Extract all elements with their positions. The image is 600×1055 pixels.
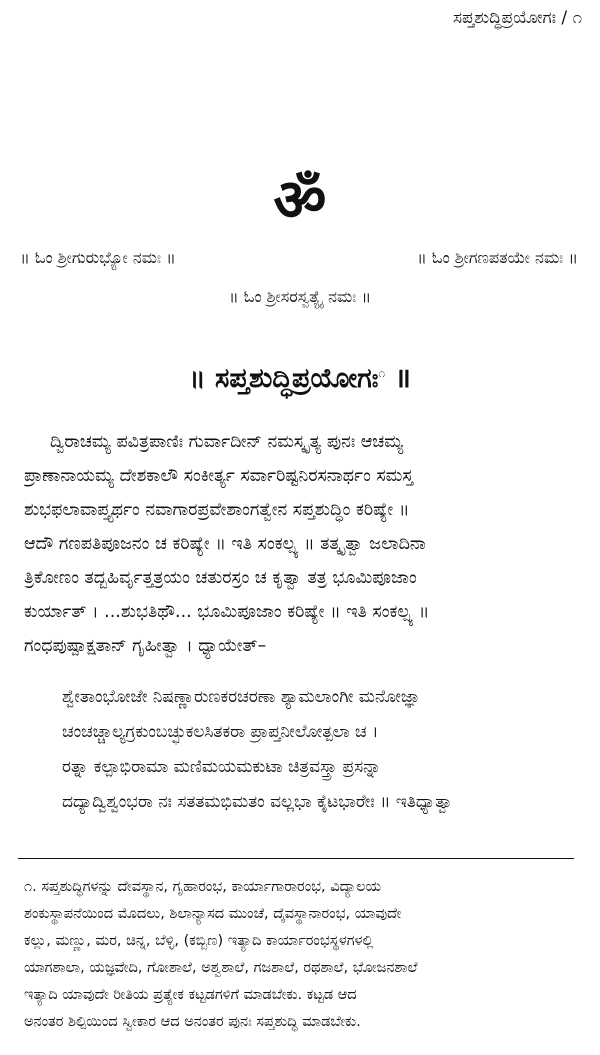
om-symbol: ॐ bbox=[273, 166, 327, 234]
invocation-guru: ॥ ಓಂ ಶ್ರೀಗುರುಭ್ಯೋ ನಮಃ ॥ bbox=[20, 248, 176, 267]
running-head: ಸಪ್ತಶುದ್ಧಿಪ್ರಯೋಗಃ / ೧ bbox=[453, 8, 582, 28]
footnote-marker: ೧ bbox=[378, 366, 386, 380]
paragraph-line: ದ್ವಿರಾಚಮ್ಯ ಪವಿತ್ರಪಾಣಿಃ ಗುರ್ವಾದೀನ್ ನಮಸ್ಕೃತ್ಯ ಪುನಃ ಆಚಮ್ಯ bbox=[50, 432, 404, 452]
footnote-divider bbox=[18, 858, 574, 859]
main-paragraph bbox=[24, 425, 584, 663]
title-end: ॥ bbox=[385, 363, 411, 394]
footnote-line: ಇತ್ಯಾದಿ ಯಾವುದೇ ರೀತಿಯ ಪ್ರತ್ಯೇಕ ಕಟ್ಟಡಗಳಿಗೆ ಮಾಡಬೇಕು. ಕಟ್ಟಡ ಆದ bbox=[24, 987, 357, 1003]
paragraph-line: ತ್ರಿಕೋಣಂ ತದ್ಬಹಿರ್ವೃತ್ತತ್ರಯಂ ಚತುರಸ್ರಂ ಚ ಕೃತ್ವಾ ತತ್ರ ಭೂಮಿಪೂಜಾಂ bbox=[24, 568, 417, 588]
verse-line: ಚಂಚಚ್ಚಾಲ್ಯಗ್ರಕುಂಬಚ್ಛುಕಲಸಿತಕರಾ ಪ್ರಾಪ್ತನೀಲೋತ್ಪಲಾ ಚ । bbox=[62, 722, 379, 742]
paragraph-line: ಆದೌ ಗಣಪತಿಪೂಜನಂ ಚ ಕರಿಷ್ಯೇ ॥ ಇತಿ ಸಂಕಲ್ಪ್ಯ ॥ ತತ್ಕೃತ್ವಾ ಜಲಾದಿನಾ bbox=[24, 534, 426, 554]
footnote-line: ಕಲ್ಲು, ಮಣ್ಣು, ಮರ, ಚಿನ್ನ, ಬೆಳ್ಳಿ, (ಕಬ್ಬಿಣ) ಇತ್ಯಾದಿ ಕಾರ್ಯಾರಂಭಸ್ಥಳಗಳಲ್ಲಿ bbox=[24, 933, 374, 949]
paragraph-line: ಪ್ರಾಣಾನಾಯಮ್ಯ ದೇಶಕಾಲೌ ಸಂಕೀರ್ತ್ಯ ಸರ್ವಾರಿಷ್ಟನಿರಸನಾರ್ಥಂ ಸಮಸ್ತ bbox=[24, 466, 414, 486]
footnote bbox=[24, 874, 584, 1036]
footnote-line: ಅನಂತರ ಶಿಲ್ಪಿಯಿಂದ ಸ್ವೀಕಾರ ಆದ ಅನಂತರ ಪುನಃ ಸಪ್ತಶುದ್ಧಿ ಮಾಡಬೇಕು. bbox=[24, 1014, 361, 1030]
title-text: ॥ ಸಪ್ತಶುದ್ಧಿಪ್ರಯೋಗಃ bbox=[189, 363, 379, 394]
footnote-line: ಯಾಗಶಾಲಾ, ಯಜ್ಞವೇದಿ, ಗೋಶಾಲೆ, ಅಶ್ವಶಾಲೆ, ಗಜಶಾಲೆ, ರಥಶಾಲೆ, ಭೋಜನಶಾಲೆ bbox=[24, 960, 418, 976]
paragraph-line: ಕುರ್ಯಾತ್ । ...ಶುಭತಿಥೌ... ಭೂಮಿಪೂಜಾಂ ಕರಿಷ್ಯೇ ॥ ಇತಿ ಸಂಕಲ್ಪ್ಯ ॥ bbox=[24, 602, 430, 622]
verse-line: ರತ್ನಾ ಕಲ್ಪಾಭಿರಾಮಾ ಮಣಿಮಯಮಕುಟಾ ಚಿತ್ರವಸ್ತ್ರಾ ಪ್ರಸನ್ನಾ bbox=[62, 757, 381, 777]
paragraph-line: ಗಂಧಪುಷ್ಪಾಕ್ಷತಾನ್ ಗೃಹೀತ್ವಾ । ಧ್ಯಾಯೇತ್– bbox=[24, 636, 267, 656]
footnote-line: ೧. ಸಪ್ತಶುದ್ಧಿಗಳನ್ನು ದೇವಸ್ಥಾನ, ಗೃಹಾರಂಭ, ಕಾರ್ಯಾಗಾರಾರಂಭ, ವಿದ್ಯಾಲಯ bbox=[24, 879, 382, 895]
dhyana-verse bbox=[62, 680, 586, 820]
invocation-ganapati: ॥ ಓಂ ಶ್ರೀಗಣಪತಯೇ ನಮಃ ॥ bbox=[416, 248, 578, 267]
footnote-line: ಶಂಕುಸ್ಥಾಪನೆಯಿಂದ ಮೊದಲು, ಶಿಲಾನ್ಯಾಸದ ಮುಂಚೆ, ದೈವಸ್ಥಾನಾರಂಭ, ಯಾವುದೇ bbox=[24, 906, 402, 922]
paragraph-line: ಶುಭಫಲಾವಾಪ್ತ್ಯರ್ಥಂ ನವಾಗಾರಪ್ರವೇಶಾಂಗತ್ವೇನ ಸಪ್ತಶುದ್ಧಿಂ ಕರಿಷ್ಯೇ ॥ bbox=[24, 500, 410, 520]
verse-line: ದದ್ಯಾದ್ವಿಶ್ವಂಭರಾ ನಃ ಸತತಮಭಿಮತಂ ವಲ್ಲಭಾ ಕೈಟಭಾರೇಃ ॥ ಇತಿಧ್ಯಾತ್ವಾ bbox=[62, 792, 454, 812]
section-title bbox=[0, 358, 600, 395]
invocation-sarasvati: ॥ ಓಂ ಶ್ರೀಸರಸ್ವತ್ಯೈ ನಮಃ ॥ bbox=[228, 287, 372, 306]
verse-line: ಶ್ವೇತಾಂಭೋಜೇ ನಿಷಣ್ಣಾರುಣಕರಚರಣಾ ಶ್ಯಾಮಲಾಂಗೀ ಮನೋಜ್ಞಾ bbox=[62, 687, 421, 707]
